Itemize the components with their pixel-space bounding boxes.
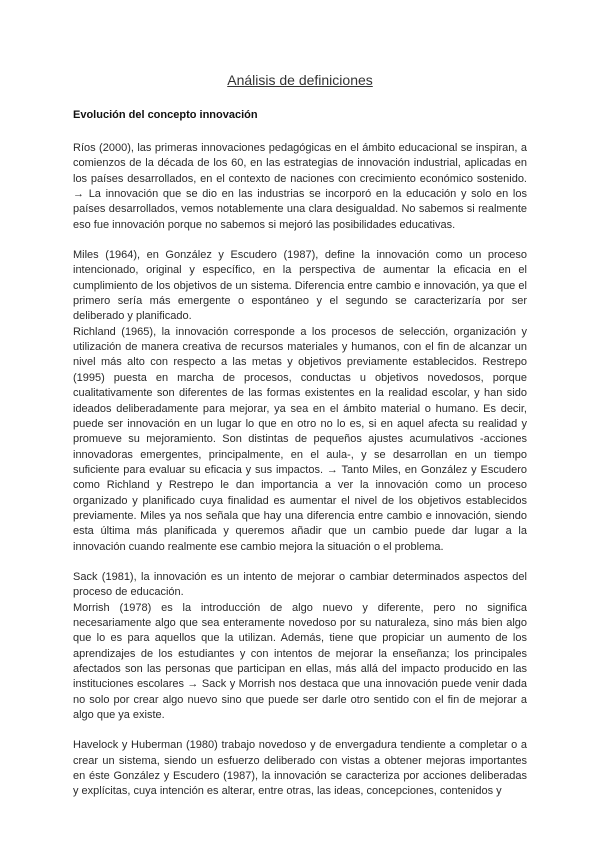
paragraph-rios: Ríos (2000), las primeras innovaciones pedagógicas en el ámbito educacional se inspiran, a comienzos de la década de los 60, en las estrategias de innovación industrial, aplicadas en los países desarrollados, en el contexto de naciones con crecimiento económico sostenido. → La innovación que se dio en las industrias se incorporó en la educación y solo en los países desarrollados, vemos notablemente una clara desigualdad. No sabemos si realmente eso fue innovación porque no sabemos si mejoró las posibilidades educativas. <box>73 142 527 231</box>
paragraph-richland: Richland (1965), la innovación corresponde a los procesos de selección, organización y utilización de manera creativa de recursos materiales y humanos, con el fin de alcanzar un nivel más alto con respecto a las metas y objetivos previamente establecidos. Restrepo (1995) puesta en marcha de procesos, conductas u objetivos novedosos, porque cualitativamente son diferentes de las formas existentes en la realidad escolar, y han sido ideados deliberadamente para mejorar, ya sea en el ámbito material o humano. Es decir, puede ser innovación en un lugar lo que en otro no lo es, si en aquel afecta su realidad y promueve su mejoramiento. Son distintas de pequeños ajustes acumulativos -acciones innovadoras emergentes, principalmente, en el aula-, y se desarrollan en un tiempo suficiente para evaluar su eficacia y sus impactos. → Tanto Miles, en González y Escudero como Richland y Restrepo le dan importancia a ver la innovación como un proceso organizado y planificado cuya finalidad es aumentar el nivel de los objetivos establecidos previamente. Miles ya nos señala que hay una diferencia entre cambio e innovación, siendo esta última más planificada y queremos añadir que un cambio puede dar lugar a la innovación cuando realmente ese cambio mejora la situación o el problema. <box>73 325 527 553</box>
document-body <box>73 141 527 800</box>
section-heading: Evolución del concepto innovación <box>73 109 258 121</box>
paragraph-miles: Miles (1964), en González y Escudero (1987), define la innovación como un proceso intencionado, original y específico, en la perspectiva de aumentar la eficacia en el cumplimiento de los objetivos de un sistema. Diferencia entre cambio e innovación, ya que el primero sería más emergente o espontáneo y el segundo se caracterizaría por ser deliberado y planificado. <box>73 249 527 323</box>
paragraph-havelock: Havelock y Huberman (1980) trabajo novedoso y de envergadura tendiente a completar o a crear un sistema, siendo un esfuerzo deliberado con vistas a obtener mejoras importantes en éste González y Escudero (1987), la innovación se caracteriza por acciones deliberadas y explícitas, cuya intención es alterar, entre otras, las ideas, concepciones, contenidos y <box>73 739 527 798</box>
paragraph-sack: Sack (1981), la innovación es un intento de mejorar o cambiar determinados aspectos del proceso de educación. <box>73 570 527 599</box>
paragraph-morrish: Morrish (1978) es la introducción de algo nuevo y diferente, pero no significa necesariamente algo que sea enteramente novedoso por su naturaleza, sino más bien algo que lo es para aquellos que la utilizan. Además, tiene que propiciar un aumento de los aprendizajes de los estudiantes y con intentos de mejorar la enseñanza; los principales afectados son las personas que participan en ellas, más allá del impacto producido en las instituciones escolares → Sack y Morrish nos destaca que una innovación puede venir dada no solo por crear algo nuevo sino que puede ser darle otro sentido con el fin de mejorar a algo que ya existe. <box>73 601 527 722</box>
document-title: Análisis de definiciones <box>227 72 373 88</box>
